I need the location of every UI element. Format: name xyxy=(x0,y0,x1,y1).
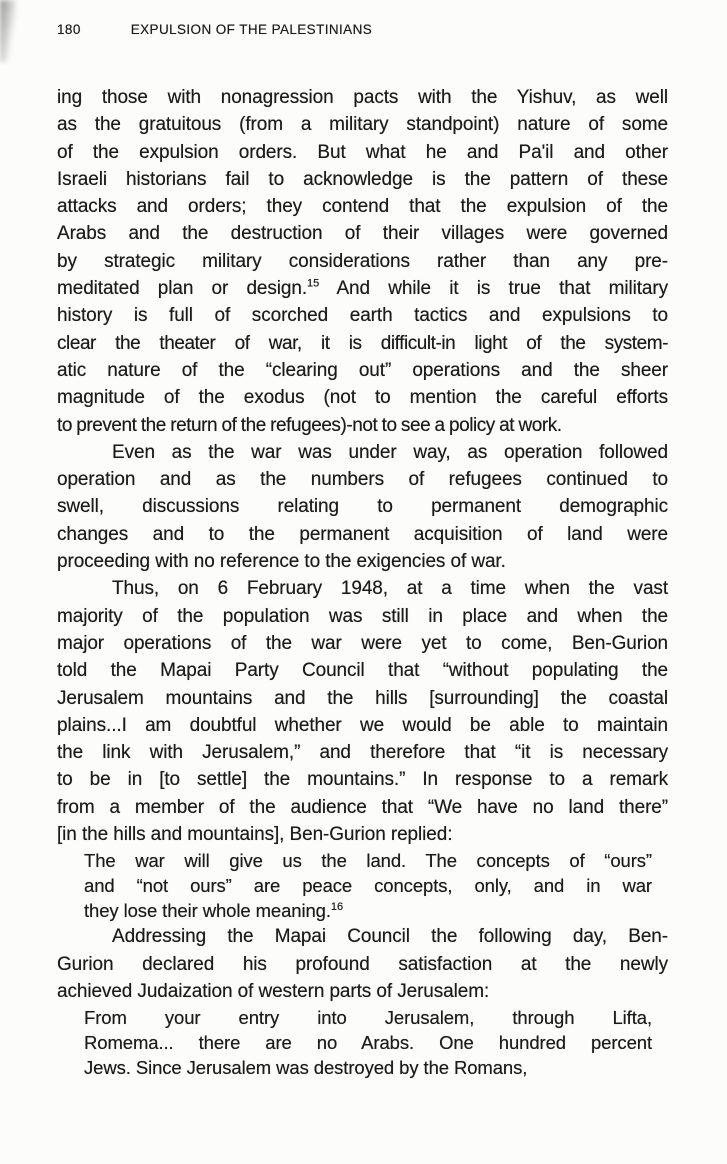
text-line: as the gratuitous (from a military standpoint) nature of some xyxy=(57,114,668,136)
text-line: to prevent the return of the refugees)-not to see a policy at work. xyxy=(57,414,562,436)
text-line: told the Mapai Party Council that “without populating the xyxy=(57,660,668,682)
paragraph-2 xyxy=(57,439,668,575)
scan-smudge-artifact xyxy=(0,0,16,62)
text-line: The war will give us the land. The concepts of “ours” xyxy=(84,850,652,872)
footnote-ref-16: 16 xyxy=(330,901,344,914)
text-line: swell, discussions relating to permanent demographic xyxy=(57,496,668,518)
blockquote-jerusalem-judaization xyxy=(84,1005,652,1080)
text-line: Thus, on 6 February 1948, at a time when the vast xyxy=(112,578,668,600)
footnote-ref-15: 15 xyxy=(307,277,320,290)
text-line: from a member of the audience that “We have no land there” xyxy=(57,796,668,818)
running-head: EXPULSION OF THE PALESTINIANS xyxy=(130,22,373,37)
text-line: by strategic military considerations rather than any pre- xyxy=(57,250,668,272)
text-segment: And while it is true that military xyxy=(319,278,668,300)
text-line: of the expulsion orders. But what he and Pa'il and other xyxy=(57,141,668,163)
text-line: plains...I am doubtful whether we would be able to maintain xyxy=(57,714,668,736)
text-line: changes and to the permanent acquisition of land were xyxy=(57,523,668,545)
text-line: From your entry into Jerusalem, through Lifta, xyxy=(84,1007,652,1029)
text-line: [in the hills and mountains], Ben-Gurion replied: xyxy=(57,824,453,846)
text-segment: they lose their whole meaning. xyxy=(84,900,331,922)
text-line: Gurion declared his profound satisfaction at the newly xyxy=(57,953,668,975)
page-number: 180 xyxy=(57,22,81,37)
text-line: major operations of the war were yet to come, Ben-Gurion xyxy=(57,632,668,654)
paragraph-3 xyxy=(57,575,668,848)
text-line: attacks and orders; they contend that the expulsion of the xyxy=(57,196,668,218)
text-line: operation and as the numbers of refugees continued to xyxy=(57,469,668,491)
paragraph-1 xyxy=(57,84,668,439)
text-line: atic nature of the “clearing out” operations and the sheer xyxy=(57,359,668,381)
text-line: clear the theater of war, it is difficult-in light of the system- xyxy=(57,332,668,354)
text-line: Romema... there are no Arabs. One hundred percent xyxy=(84,1032,652,1054)
text-line: to be in [to settle] the mountains.” In response to a remark xyxy=(57,769,668,791)
text-line: Jews. Since Jerusalem was destroyed by the Romans, xyxy=(84,1057,528,1079)
text-segment: meditated plan or design. xyxy=(57,278,308,300)
text-line: history is full of scorched earth tactics and expulsions to xyxy=(57,305,668,327)
text-line: Addressing the Mapai Council the following day, Ben- xyxy=(112,926,668,948)
text-line xyxy=(57,275,668,302)
blockquote-ben-gurion-land xyxy=(84,848,652,923)
text-line: Jerusalem mountains and the hills [surrounding] the coastal xyxy=(57,687,668,709)
text-line: achieved Judaization of western parts of Jerusalem: xyxy=(57,980,490,1002)
text-line: ing those with nonagression pacts with the Yishuv, as well xyxy=(57,87,668,108)
text-line: proceeding with no reference to the exigencies of war. xyxy=(57,551,506,573)
text-line xyxy=(84,898,652,923)
text-line: the link with Jerusalem,” and therefore that “it is necessary xyxy=(57,742,668,764)
page-header xyxy=(57,22,669,37)
text-line: magnitude of the exodus (not to mention the careful efforts xyxy=(57,387,668,409)
text-line: Israeli historians fail to acknowledge is the pattern of these xyxy=(57,168,668,190)
paragraph-4 xyxy=(57,923,668,1005)
text-line: Arabs and the destruction of their villages were governed xyxy=(57,223,668,245)
body-text xyxy=(57,84,668,1080)
text-line: and “not ours” are peace concepts, only, and in war xyxy=(84,875,652,897)
text-line: Even as the war was under way, as operation followed xyxy=(112,441,668,463)
text-line: majority of the population was still in place and when the xyxy=(57,605,668,627)
